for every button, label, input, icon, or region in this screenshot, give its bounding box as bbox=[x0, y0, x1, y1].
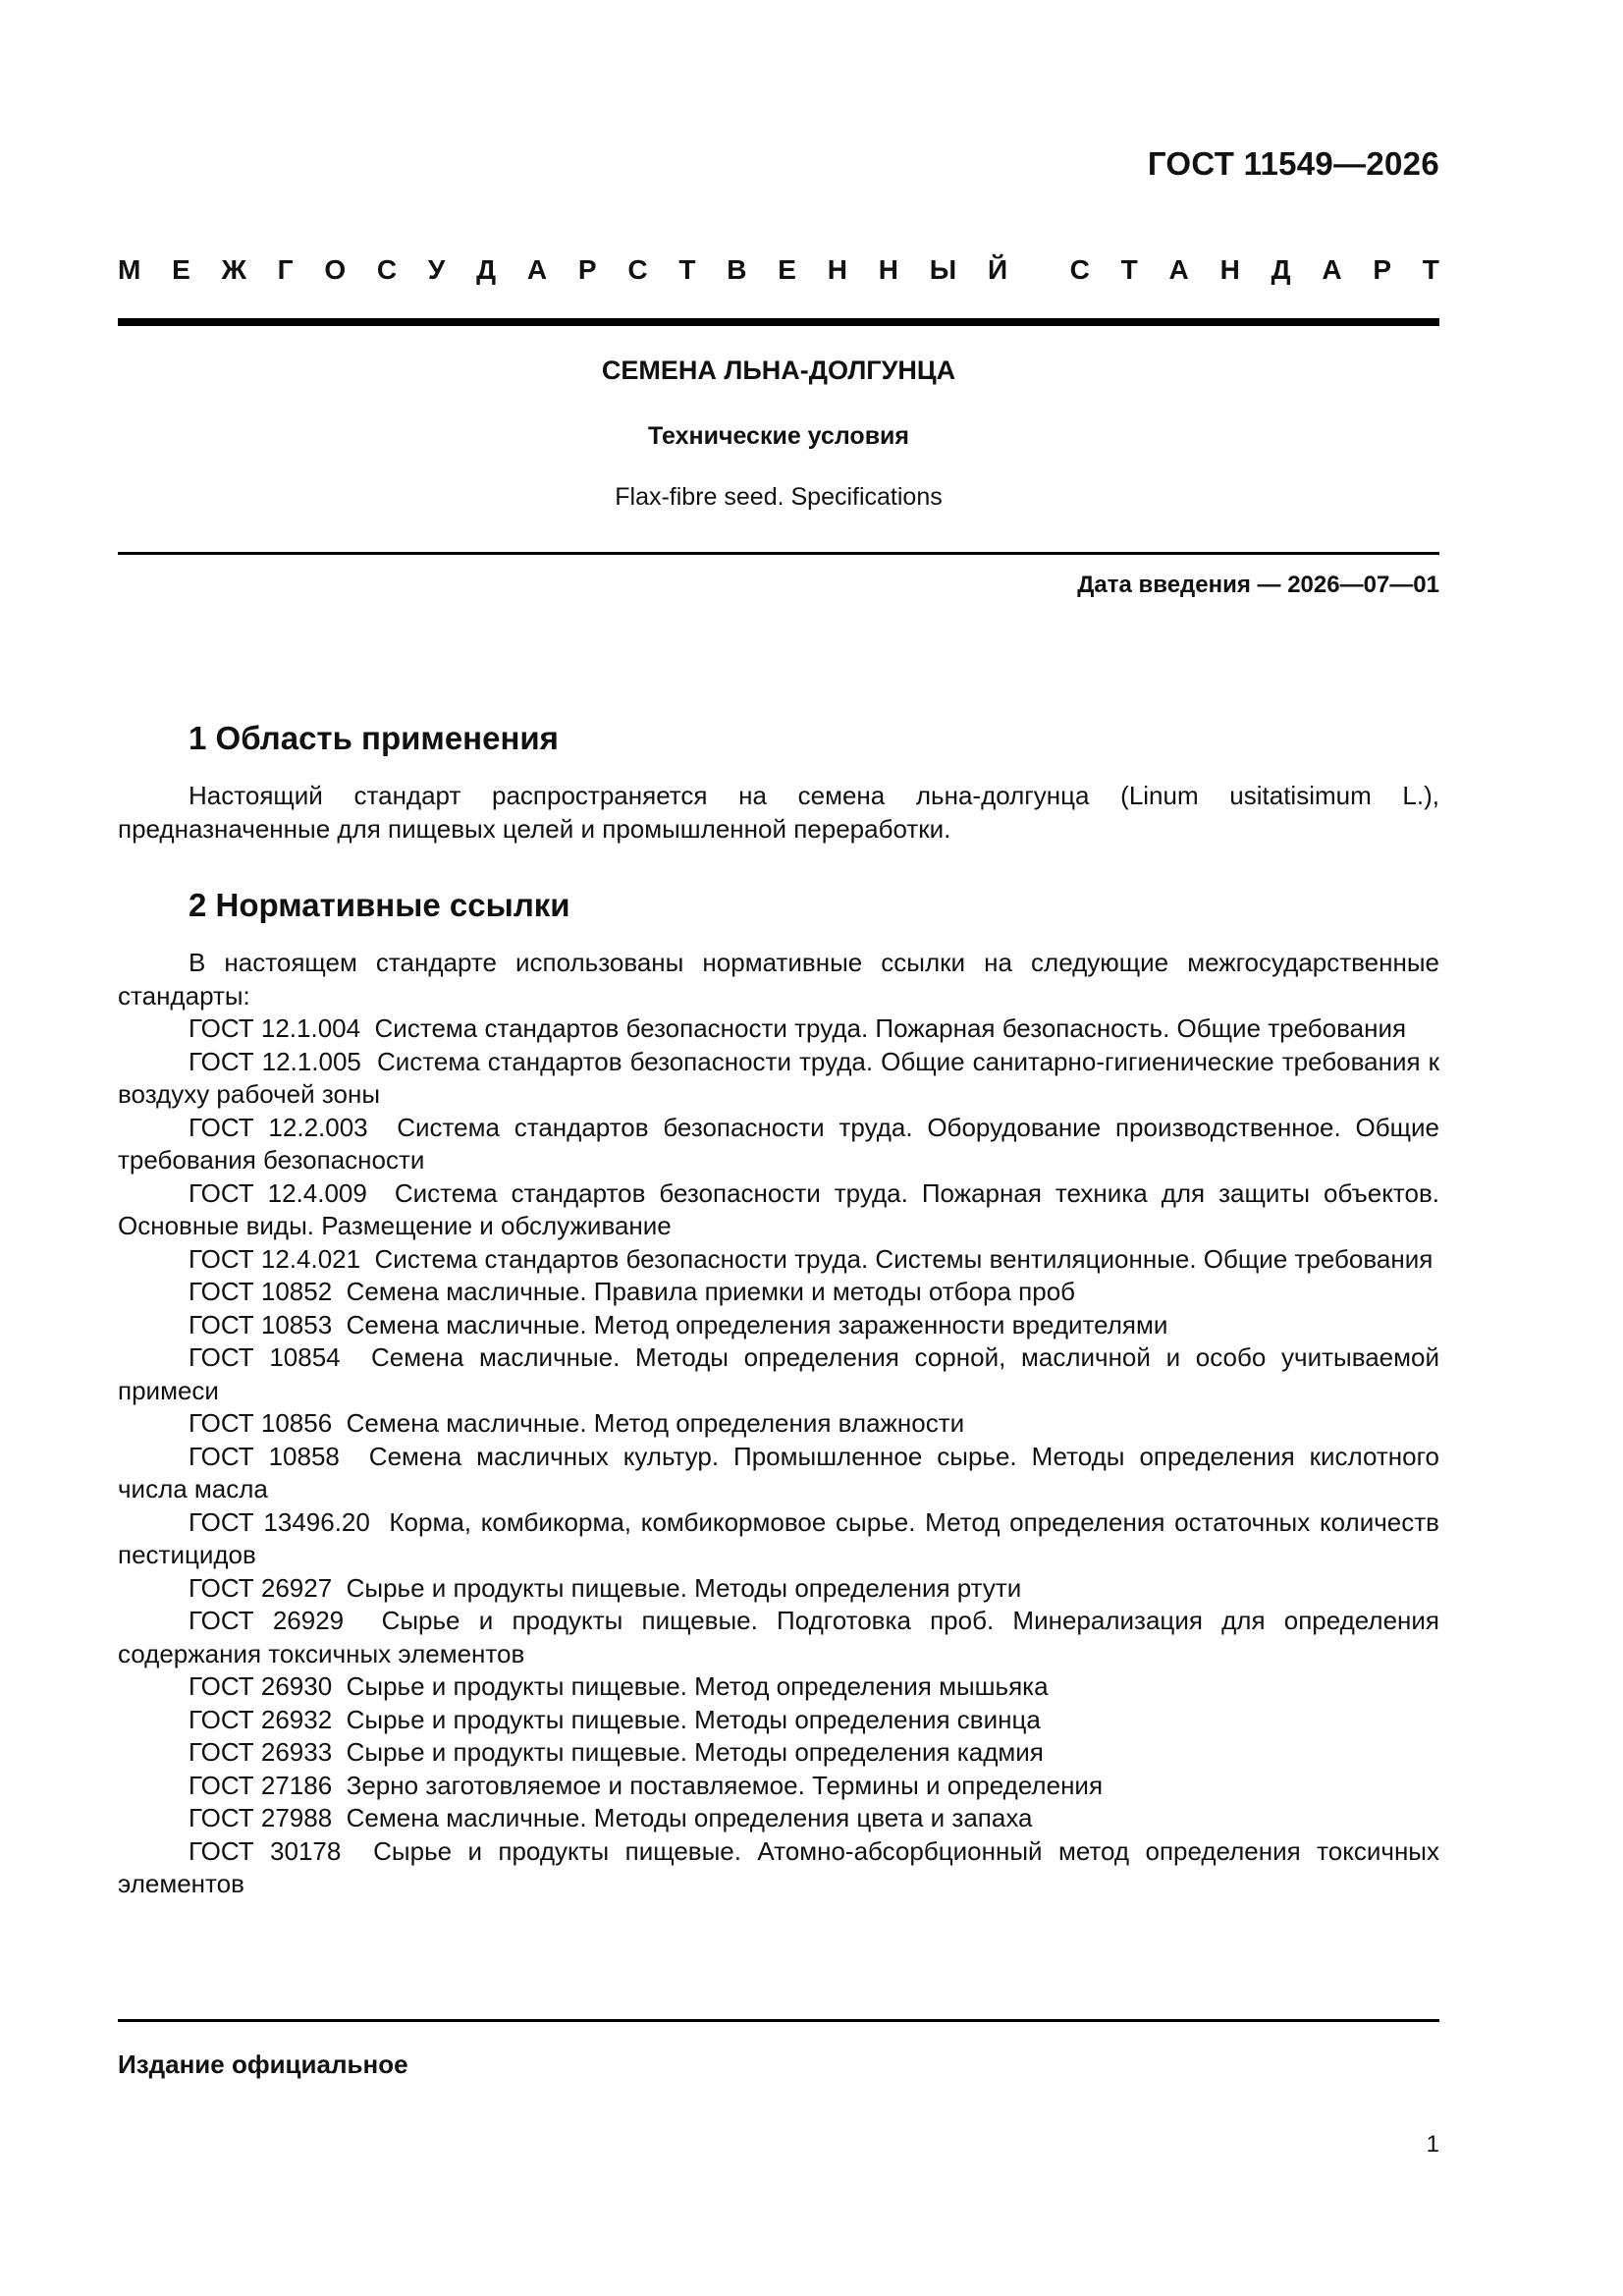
reference-item bbox=[118, 1770, 1439, 1803]
reference-item bbox=[118, 1243, 1439, 1277]
reference-title: Сырье и продукты пищевые. Методы определения кадмия bbox=[346, 1737, 1044, 1767]
reference-title: Корма, комбикорма, комбикормовое сырье. Метод определения остаточных количеств пестицидов bbox=[118, 1506, 1439, 1569]
reference-title: Семена масличные. Методы определения цвета и запаха bbox=[346, 1803, 1033, 1832]
reference-code: ГОСТ 26930 bbox=[189, 1671, 333, 1701]
reference-title: Система стандартов безопасности труда. Пожарная техника для защиты объектов. Основные виды. Размещение и обслуживание bbox=[118, 1177, 1439, 1240]
reference-item bbox=[118, 1046, 1439, 1112]
reference-item bbox=[118, 1736, 1439, 1770]
introduction-date: Дата введения — 2026—07—01 bbox=[1077, 572, 1439, 598]
reference-title: Система стандартов безопасности труда. Пожарная безопасность. Общие требования bbox=[374, 1013, 1407, 1043]
section-normative-references bbox=[118, 886, 1439, 1901]
reference-title: Система стандартов безопасности труда. Общие санитарно-гигиенические требования к воздуху рабочей зоны bbox=[118, 1046, 1439, 1109]
document-title: СЕМЕНА ЛЬНА-ДОЛГУНЦА bbox=[601, 355, 956, 385]
kind-letter: Е bbox=[778, 254, 796, 285]
document-title-english: Flax-fibre seed. Specifications bbox=[615, 483, 943, 511]
kind-letter: Р bbox=[577, 254, 597, 285]
reference-item bbox=[118, 1605, 1439, 1670]
reference-item bbox=[118, 1112, 1439, 1177]
reference-item bbox=[118, 1441, 1439, 1506]
kind-letter: Е bbox=[172, 254, 190, 285]
kind-letter: А bbox=[1168, 254, 1189, 285]
reference-code: ГОСТ 27186 bbox=[189, 1770, 333, 1800]
reference-code: ГОСТ 12.2.003 bbox=[189, 1112, 368, 1142]
header-divider bbox=[118, 318, 1439, 326]
kind-letter: Т bbox=[678, 254, 696, 285]
reference-title: Семена масличные. Правила приемки и методы отбора проб bbox=[346, 1277, 1076, 1306]
reference-item bbox=[118, 1670, 1439, 1704]
reference-title: Сырье и продукты пищевые. Атомно-абсорбционный метод определения токсичных элементов bbox=[118, 1835, 1439, 1898]
kind-letter: Т bbox=[1422, 254, 1439, 285]
official-edition-label: Издание официальное bbox=[118, 2050, 408, 2079]
reference-item bbox=[118, 1704, 1439, 1737]
kind-letter: С bbox=[1069, 254, 1090, 285]
reference-item bbox=[118, 1802, 1439, 1835]
kind-letter: Ж bbox=[221, 254, 246, 285]
kind-letter: Р bbox=[1373, 254, 1392, 285]
kind-letter: Н bbox=[827, 254, 847, 285]
reference-code: ГОСТ 26933 bbox=[189, 1737, 333, 1767]
reference-code: ГОСТ 27988 bbox=[189, 1803, 333, 1832]
kind-letter: В bbox=[727, 254, 747, 285]
reference-code: ГОСТ 12.1.005 bbox=[189, 1046, 361, 1076]
reference-title: Семена масличных культур. Промышленное сырье. Методы определения кислотного числа масла bbox=[118, 1441, 1439, 1503]
reference-code: ГОСТ 13496.20 bbox=[189, 1506, 370, 1537]
reference-code: ГОСТ 26932 bbox=[189, 1704, 333, 1734]
reference-code: ГОСТ 12.4.009 bbox=[189, 1177, 367, 1208]
reference-item bbox=[118, 1177, 1439, 1243]
reference-code: ГОСТ 26929 bbox=[189, 1606, 345, 1635]
reference-item bbox=[118, 1572, 1439, 1606]
reference-title: Семена масличные. Методы определения сорной, масличной и особо учитываемой примеси bbox=[118, 1342, 1439, 1405]
kind-letter: О bbox=[324, 254, 347, 285]
document-subtitle: Технические условия bbox=[647, 422, 910, 450]
reference-item bbox=[118, 1276, 1439, 1309]
reference-code: ГОСТ 30178 bbox=[189, 1835, 342, 1866]
standard-kind-heading bbox=[118, 253, 1439, 287]
reference-title: Система стандартов безопасности труда. Системы вентиляционные. Общие требования bbox=[374, 1243, 1434, 1274]
page-number: 1 bbox=[1426, 2131, 1439, 2158]
reference-item bbox=[118, 1341, 1439, 1407]
reference-item bbox=[118, 1506, 1439, 1572]
footer-divider bbox=[118, 2019, 1439, 2022]
reference-item bbox=[118, 1309, 1439, 1342]
kind-letter: А bbox=[526, 254, 548, 285]
kind-letter: С bbox=[627, 254, 648, 285]
title-divider bbox=[118, 552, 1439, 555]
kind-letter: У bbox=[427, 254, 446, 285]
reference-title: Сырье и продукты пищевые. Методы определения свинца bbox=[346, 1704, 1041, 1734]
section-heading: 1 Область применения bbox=[189, 720, 559, 756]
kind-letter: Н bbox=[878, 254, 898, 285]
reference-code: ГОСТ 10854 bbox=[189, 1342, 341, 1372]
reference-code: ГОСТ 10856 bbox=[189, 1408, 333, 1438]
kind-letter: С bbox=[376, 254, 398, 285]
section-scope bbox=[118, 719, 1439, 846]
reference-code: ГОСТ 10853 bbox=[189, 1309, 333, 1339]
reference-code: ГОСТ 26927 bbox=[189, 1572, 333, 1603]
kind-letter: Д bbox=[476, 254, 497, 285]
reference-item bbox=[118, 1407, 1439, 1441]
kind-letter: Ы bbox=[929, 254, 957, 285]
kind-letter: М bbox=[118, 254, 141, 285]
kind-letter: А bbox=[1322, 254, 1342, 285]
reference-item bbox=[118, 1835, 1439, 1901]
section-paragraph: Настоящий стандарт распространяется на семена льна-долгунца (Linum usitatisimum L.), предназначенные для пищевых целей и промышленной переработки. bbox=[118, 781, 1439, 844]
document-number: ГОСТ 11549—2026 bbox=[1147, 145, 1439, 182]
kind-letter: Д bbox=[1271, 254, 1291, 285]
reference-code: ГОСТ 12.1.004 bbox=[189, 1013, 361, 1043]
kind-letter: Н bbox=[1219, 254, 1240, 285]
reference-title: Система стандартов безопасности труда. Оборудование производственное. Общие требования безопасности bbox=[118, 1112, 1439, 1175]
reference-code: ГОСТ 10858 bbox=[189, 1441, 340, 1471]
reference-title: Зерно заготовляемое и поставляемое. Термины и определения bbox=[346, 1770, 1104, 1800]
kind-letter: Г bbox=[277, 254, 294, 285]
reference-title: Семена масличные. Метод определения влажности bbox=[346, 1408, 965, 1438]
kind-letter: Й bbox=[987, 254, 1008, 285]
reference-title: Сырье и продукты пищевые. Методы определения ртути bbox=[346, 1572, 1022, 1603]
reference-title: Сырье и продукты пищевые. Подготовка проб. Минерализация для определения содержания токсичных элементов bbox=[118, 1606, 1439, 1668]
section-heading: 2 Нормативные ссылки bbox=[189, 887, 570, 923]
reference-title: Сырье и продукты пищевые. Метод определения мышьяка bbox=[346, 1671, 1049, 1701]
kind-letter: Т bbox=[1120, 254, 1138, 285]
reference-title: Семена масличные. Метод определения зараженности вредителями bbox=[346, 1309, 1168, 1339]
section-paragraph: В настоящем стандарте использованы нормативные ссылки на следующие межгосударственные стандарты: bbox=[118, 948, 1439, 1011]
reference-item bbox=[118, 1012, 1439, 1046]
reference-code: ГОСТ 12.4.021 bbox=[189, 1243, 361, 1274]
reference-list bbox=[118, 1012, 1439, 1901]
reference-code: ГОСТ 10852 bbox=[189, 1277, 333, 1306]
